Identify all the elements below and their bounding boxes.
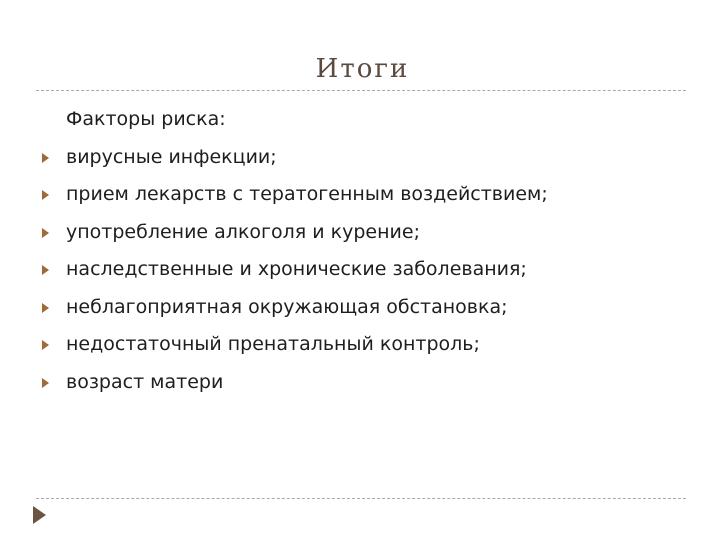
list-item-text: вирусные инфекции;: [66, 145, 277, 168]
list-item: [42, 214, 702, 252]
bullet-triangle-icon: [42, 190, 49, 200]
list-item-text: возраст матери: [66, 370, 224, 393]
bullet-triangle-icon: [42, 228, 49, 238]
list-item-text: недостаточный пренатальный контроль;: [66, 333, 480, 355]
list-item-text: употребление алкоголя и курение;: [66, 220, 420, 243]
corner-triangle-icon: [33, 506, 46, 524]
intro-text: Факторы риска:: [66, 108, 226, 130]
bullet-list: [42, 101, 702, 401]
intro-line: [42, 101, 702, 139]
list-item: [42, 289, 702, 327]
list-item: [42, 176, 702, 214]
slide-title: Итоги: [315, 54, 410, 84]
bullet-triangle-icon: [42, 378, 49, 388]
list-item-text: неблагоприятная окружающая обстановка;: [66, 295, 508, 318]
list-item: [42, 139, 702, 177]
list-item: [42, 326, 702, 364]
bullet-triangle-icon: [42, 265, 49, 275]
top-divider: [36, 90, 686, 91]
list-item: [42, 251, 702, 289]
list-item-text: наследственные и хронические заболевания;: [66, 258, 527, 280]
list-item-text: прием лекарств с тератогенным воздействием;: [66, 183, 548, 205]
bullet-triangle-icon: [42, 340, 49, 350]
bottom-divider: [36, 498, 686, 499]
bullet-triangle-icon: [42, 153, 49, 163]
bullet-triangle-icon: [42, 303, 49, 313]
list-item: [42, 364, 702, 402]
